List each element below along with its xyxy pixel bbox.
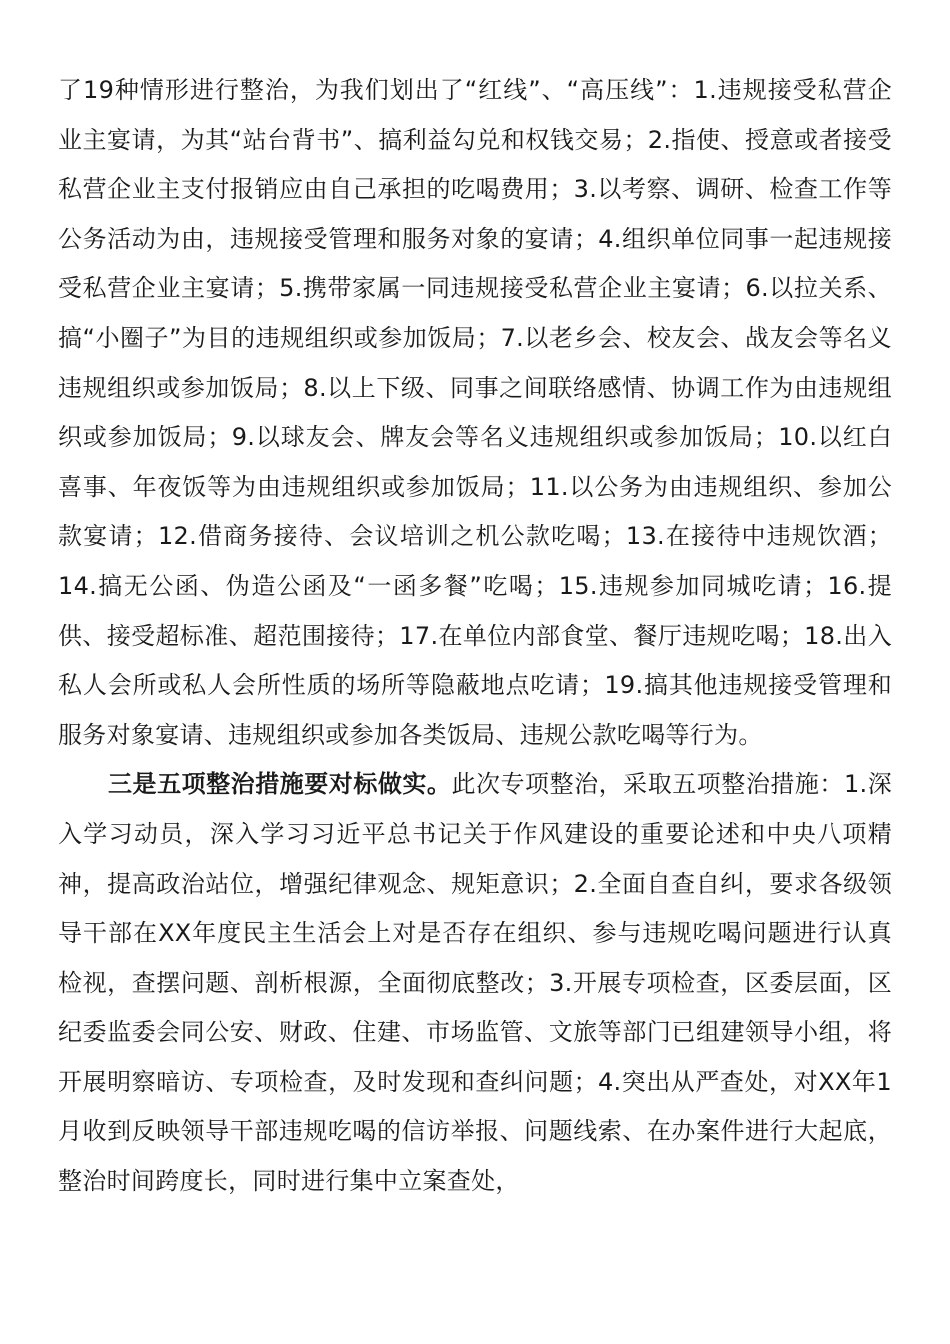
document-page	[58, 66, 892, 1207]
paragraph-violation-list: 了19种情形进行整治，为我们划出了“红线”、“高压线”：1.违规接受私营企业主宴请，为其“站台背书”、搞利益勾兑和权钱交易；2.指使、授意或者接受私营企业主支付报销应由自己承担的吃喝费用；3.以考察、调研、检查工作等公务活动为由，违规接受管理和服务对象的宴请；4.组织单位同事一起违规接受私营企业主宴请；5.携带家属一同违规接受私营企业主宴请；6.以拉关系、搞“小圈子”为目的违规组织或参加饭局；7.以老乡会、校友会、战友会等名义违规组织或参加饭局；8.以上下级、同事之间联络感情、协调工作为由违规组织或参加饭局；9.以球友会、牌友会等名义违规组织或参加饭局；10.以红白喜事、年夜饭等为由违规组织或参加饭局；11.以公务为由违规组织、参加公款宴请；12.借商务接待、会议培训之机公款吃喝；13.在接待中违规饮酒；14.搞无公函、伪造公函及“一函多餐”吃喝；15.违规参加同城吃请；16.提供、接受超标准、超范围接待；17.在单位内部食堂、餐厅违规吃喝；18.出入私人会所或私人会所性质的场所等隐蔽地点吃请；19.搞其他违规接受管理和服务对象宴请、违规组织或参加各类饭局、违规公款吃喝等行为。	[58, 76, 892, 749]
measures-heading: 三是五项整治措施要对标做实。	[108, 770, 452, 799]
paragraph-measures	[58, 760, 892, 1206]
measures-body: 此次专项整治，采取五项整治措施：1.深入学习动员，深入学习习近平总书记关于作风建设的重要论述和中央八项精神，提高政治站位，增强纪律观念、规矩意识；2.全面自查自纠，要求各级领导干部在XX年度民主生活会上对是否存在组织、参与违规吃喝问题进行认真检视，查摆问题、剖析根源，全面彻底整改；3.开展专项检查，区委层面，区纪委监委会同公安、财政、住建、市场监管、文旅等部门已组建领导小组，将开展明察暗访、专项检查，及时发现和查纠问题；4.突出从严查处，对XX年1月收到反映领导干部违规吃喝的信访举报、问题线索、在办案件进行大起底，整治时间跨度长，同时进行集中立案查处，	[58, 770, 892, 1196]
